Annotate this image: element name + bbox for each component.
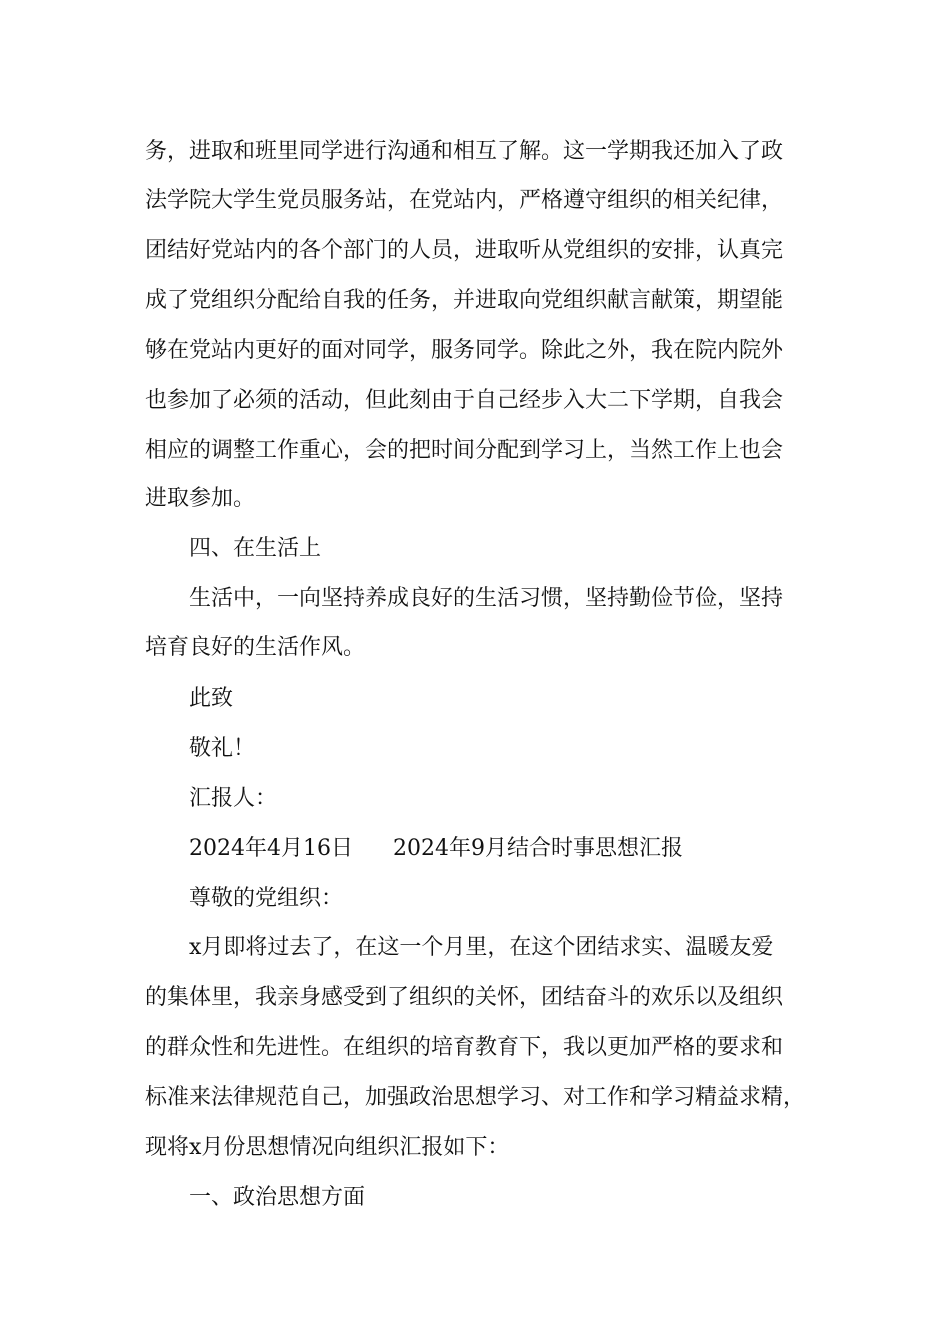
reporter-label: 汇报人： [189, 786, 278, 811]
section-heading: 四、在生活上 [189, 536, 322, 561]
next-report-title: 2024年9月结合时事思想汇报 [392, 836, 683, 861]
paragraph-line: 务，进取和班里同学进行沟通和相互了解。这一学期我还加入了政 [145, 139, 784, 164]
paragraph-line: 现将x月份思想情况向组织汇报如下： [145, 1135, 510, 1160]
paragraph-line: 够在党站内更好的面对同学，服务同学。除此之外，我在院内院外 [145, 338, 784, 363]
date-title-line [189, 834, 683, 864]
paragraph-line: 团结好党站内的各个部门的人员，进取听从党组织的安排，认真完 [145, 238, 784, 263]
report-date: 2024年4月16日 [189, 836, 353, 861]
closing-line: 此致 [189, 686, 234, 711]
paragraph-line: 生活中，一向坚持养成良好的生活习惯，坚持勤俭节俭，坚持 [189, 586, 784, 611]
salutation: 尊敬的党组织： [189, 886, 344, 911]
section-heading: 一、政治思想方面 [189, 1185, 366, 1210]
closing-salute: 敬礼！ [189, 736, 256, 761]
paragraph-line: 法学院大学生党员服务站，在党站内，严格遵守组织的相关纪律， [145, 188, 784, 213]
paragraph-line: 进取参加。 [145, 486, 256, 511]
paragraph-line: x月即将过去了，在这一个月里，在这个团结求实、温暖友爱 [189, 935, 774, 960]
paragraph-line: 成了党组织分配给自我的任务，并进取向党组织献言献策，期望能 [145, 288, 784, 313]
paragraph-line: 的群众性和先进性。在组织的培育教育下，我以更加严格的要求和 [145, 1035, 784, 1060]
paragraph-line: 的集体里，我亲身感受到了组织的关怀，团结奋斗的欢乐以及组织 [145, 985, 784, 1010]
paragraph-line: 相应的调整工作重心，会的把时间分配到学习上，当然工作上也会 [145, 438, 784, 463]
paragraph-line: 也参加了必须的活动，但此刻由于自己经步入大二下学期，自我会 [145, 388, 784, 413]
paragraph-line: 标准来法律规范自己，加强政治思想学习、对工作和学习精益求精， [145, 1085, 806, 1110]
paragraph-line: 培育良好的生活作风。 [145, 635, 366, 660]
